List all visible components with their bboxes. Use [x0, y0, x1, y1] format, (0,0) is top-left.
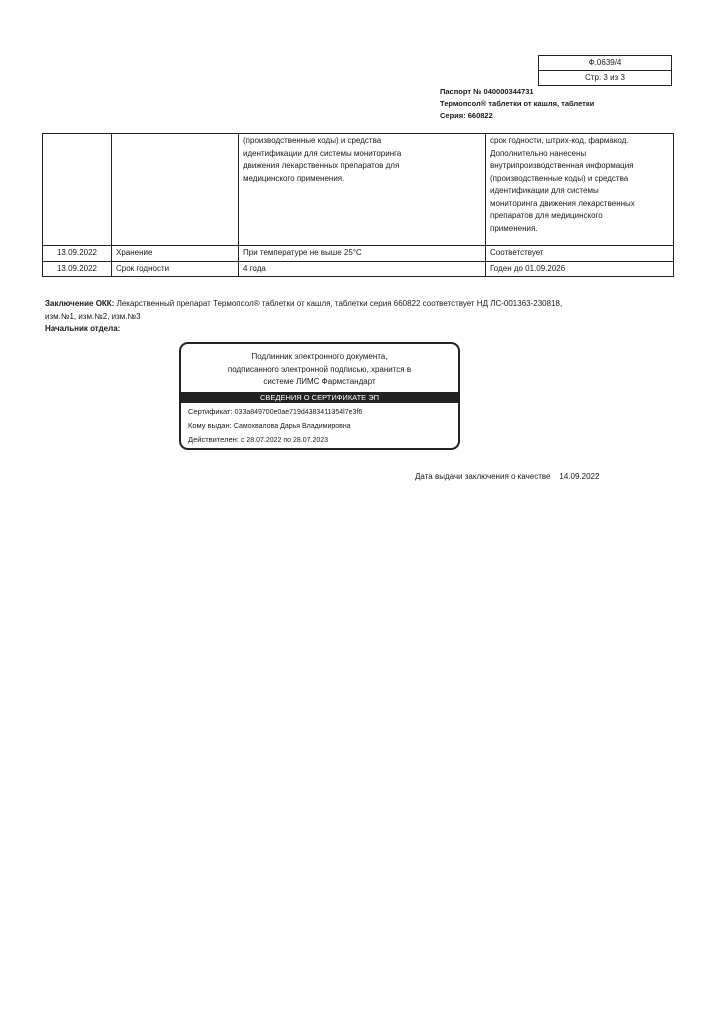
stamp-cert-header: СВЕДЕНИЯ О СЕРТИФИКАТЕ ЭП — [181, 392, 458, 403]
date-cell: 13.09.2022 — [43, 246, 112, 262]
conclusion — [45, 298, 565, 323]
table-row — [43, 246, 674, 262]
valid-value: с 28.07.2022 по 28.07.2023 — [240, 437, 329, 444]
result-cell: Соответствует — [486, 246, 674, 262]
date-cell: 13.09.2022 — [43, 261, 112, 277]
cert-label: Сертификат: — [188, 407, 233, 416]
stamp-owner — [188, 420, 351, 432]
table-row — [43, 134, 674, 246]
product-name: Термопсол® таблетки от кашля, таблетки — [440, 99, 595, 108]
indicator-cell — [112, 134, 239, 246]
issue-date-value: 14.09.2022 — [559, 472, 600, 481]
stamp-original-notice — [181, 351, 458, 389]
table-row — [43, 261, 674, 277]
issue-label: Дата выдачи заключения о качестве — [415, 472, 551, 481]
conclusion-label: Заключение ОКК: — [45, 299, 115, 308]
form-code-box — [538, 55, 672, 86]
result-cell: срок годности, штрих-код, фармакод. Дополнительно нанесены внутрипроизводственная информация (производственные коды) и средства идентификации для системы мониторинга движения лекарственных препаратов для медицинского применения. — [486, 134, 674, 246]
date-cell — [43, 134, 112, 246]
indicator-cell: Срок годности — [112, 261, 239, 277]
stamp-certificate — [188, 406, 362, 418]
series-number: Серия: 660822 — [440, 111, 493, 120]
quality-table — [42, 133, 674, 277]
passport-header — [440, 86, 594, 122]
stamp-notice-line: системе ЛИМС Фармстандарт — [263, 377, 376, 386]
electronic-signature-stamp — [179, 342, 460, 450]
owner-value: Самохвалова Дарья Владимировна — [233, 423, 351, 430]
cert-value: 033a849700e0ae719d4383411354l7e3f6 — [234, 409, 363, 416]
requirement-cell: 4 года — [239, 261, 486, 277]
indicator-cell: Хранение — [112, 246, 239, 262]
passport-number: Паспорт № 040000344731 — [440, 87, 534, 96]
stamp-validity — [188, 434, 328, 446]
conclusion-text: Лекарственный препарат Термопсол® таблетки от кашля, таблетки серия 660822 соответствует НД ЛС-001363-230818, изм.№1, изм.№2, изм.№3 — [45, 299, 563, 321]
form-code: Ф.0639/4 — [588, 58, 622, 67]
result-cell: Годен до 01.09.2026 — [486, 261, 674, 277]
stamp-notice-line: подписанного электронной подписью, хранится в — [227, 364, 412, 374]
requirement-cell: При температуре не выше 25°С — [239, 246, 486, 262]
page-number: Стр. 3 из 3 — [539, 70, 671, 85]
head-of-department-label: Начальник отдела: — [45, 324, 121, 333]
requirement-cell: (производственные коды) и средства идентификации для системы мониторинга движения лекарственных препаратов для медицинского применения. — [239, 134, 486, 246]
owner-label: Кому выдан: — [188, 421, 232, 430]
valid-label: Действителен: — [188, 435, 239, 444]
stamp-notice-line: Подлинник электронного документа, — [251, 352, 388, 361]
issue-date — [415, 472, 599, 481]
